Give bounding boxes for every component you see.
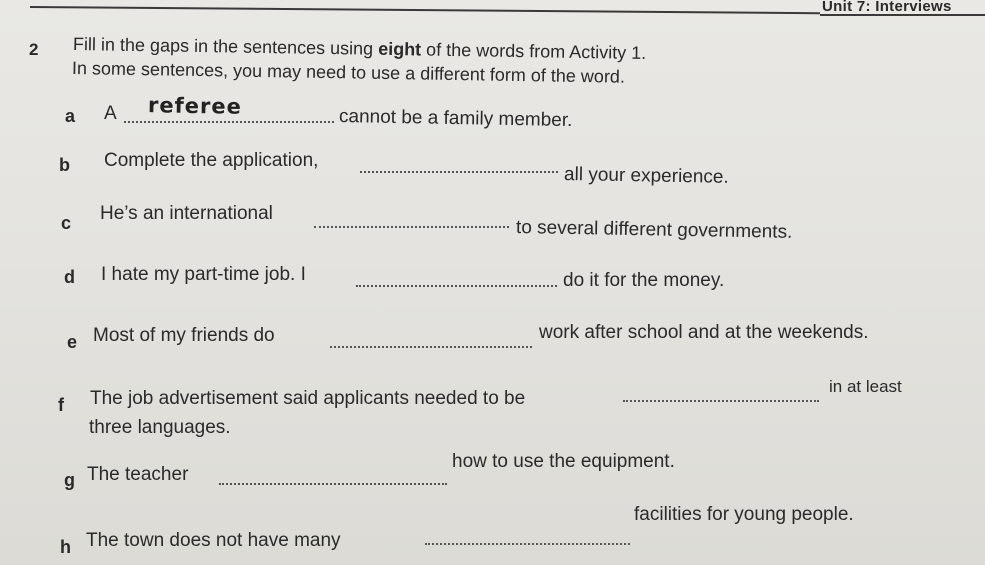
instruction-bold: eight [378,38,422,60]
item-text-before: I hate my part-time job. I [101,264,306,285]
answer-gap[interactable] [330,346,532,348]
item-text-before: Complete the application, [104,150,319,171]
item-text-after: work after school and at the weekends. [539,322,869,343]
answer-gap[interactable] [360,171,558,173]
answer-gap[interactable] [124,121,334,123]
item-text-before: The town does not have many [86,530,341,551]
item-letter: f [58,395,64,415]
item-letter: c [61,213,72,233]
handwritten-answer: referee [147,93,243,119]
item-text-after: how to use the equipment. [452,451,675,472]
item-letter: a [65,106,76,126]
top-rule [30,6,820,14]
answer-gap[interactable] [623,400,819,402]
answer-gap[interactable] [219,483,447,485]
item-text-before: Most of my friends do [93,325,275,346]
item-text-before: He’s an international [100,203,273,224]
item-letter: b [59,155,70,175]
answer-gap[interactable] [356,285,557,287]
item-text-continuation: three languages. [89,417,231,438]
instruction-text: Fill in the gaps in the sentences using [72,34,379,59]
item-text-before: A [104,103,117,124]
item-text-after: do it for the money. [563,270,725,291]
item-text-after: cannot be a family member. [338,106,573,132]
instruction-line-2: In some sentences, you may need to use a different form of the word. [71,58,626,87]
item-letter: d [64,267,75,287]
answer-gap[interactable] [314,226,509,228]
item-text-after: to several different governments. [515,217,793,243]
instruction-text-end: of the words from Activity 1. [420,39,647,64]
item-letter: g [64,470,75,490]
item-text-after: all your experience. [563,164,729,188]
unit-title: Unit 7: Interviews [822,0,952,15]
item-text-before: The teacher [87,464,189,485]
item-text-before: The job advertisement said applicants needed to be [90,388,526,409]
item-text-after: facilities for young people. [634,504,854,525]
item-letter: e [67,332,78,352]
exercise-number: 2 [29,40,39,59]
item-letter: h [60,537,71,557]
item-text-after: in at least [829,377,902,396]
answer-gap[interactable] [425,543,630,545]
